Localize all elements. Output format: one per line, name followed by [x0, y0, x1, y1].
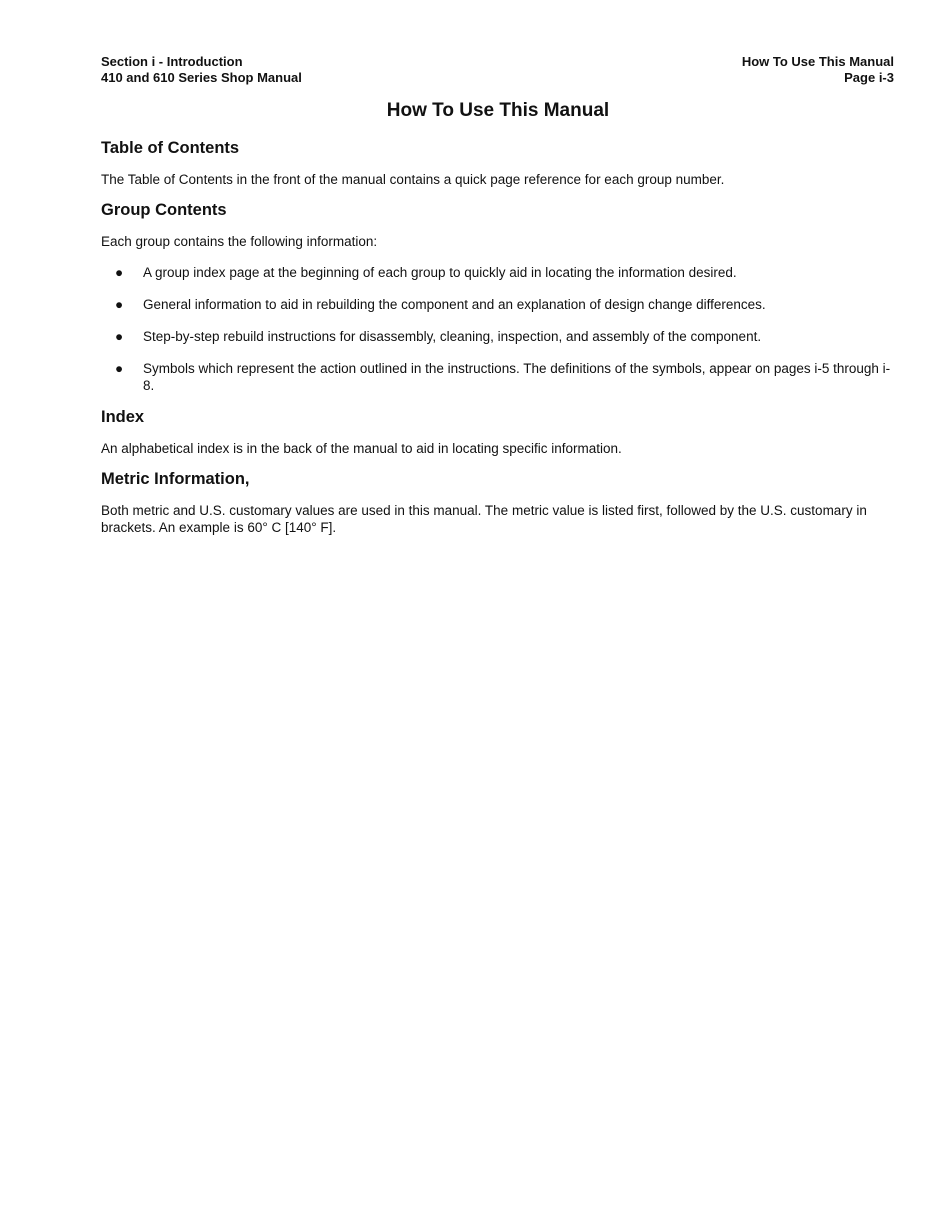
content — [101, 140, 896, 550]
page-number: Page i-3 — [844, 70, 894, 85]
section-text: The Table of Contents in the front of the manual contains a quick page reference for each group number. — [101, 172, 725, 187]
list-item — [101, 328, 896, 345]
header-left — [101, 54, 302, 86]
list-item-text: Symbols which represent the action outlined in the instructions. The definitions of the symbols, appear on pages i-5 through i-8. — [143, 361, 891, 393]
section-heading: Index — [101, 408, 145, 426]
page-title: How To Use This Manual — [386, 100, 610, 121]
list-item-text: A group index page at the beginning of each group to quickly aid in locating the information desired. — [143, 265, 737, 280]
section-heading: Table of Contents — [101, 139, 240, 157]
page-topic: How To Use This Manual — [741, 54, 894, 69]
bullet-icon: ● — [115, 297, 124, 312]
list-item-text: General information to aid in rebuilding the component and an explanation of design change differences. — [143, 297, 766, 312]
bullet-list — [101, 264, 896, 394]
section-label: Section i - Introduction — [101, 54, 243, 69]
bullet-icon: ● — [115, 361, 124, 376]
section-text: Both metric and U.S. customary values are used in this manual. The metric value is listed first, followed by the U.S. customary in brackets. An example is 60° C [140° F]. — [101, 503, 867, 535]
section-heading: Metric Information, — [101, 470, 250, 488]
bullet-icon: ● — [115, 329, 124, 344]
list-item — [101, 296, 896, 313]
list-item — [101, 360, 896, 394]
bullet-icon: ● — [115, 265, 124, 280]
list-item — [101, 264, 896, 281]
section-text: An alphabetical index is in the back of the manual to aid in locating specific information. — [101, 441, 622, 456]
section-text: Each group contains the following information: — [101, 234, 378, 249]
manual-name: 410 and 610 Series Shop Manual — [101, 70, 302, 85]
header-right — [742, 54, 894, 86]
section-heading: Group Contents — [101, 201, 227, 219]
list-item-text: Step-by-step rebuild instructions for disassembly, cleaning, inspection, and assembly of the component. — [143, 329, 762, 344]
